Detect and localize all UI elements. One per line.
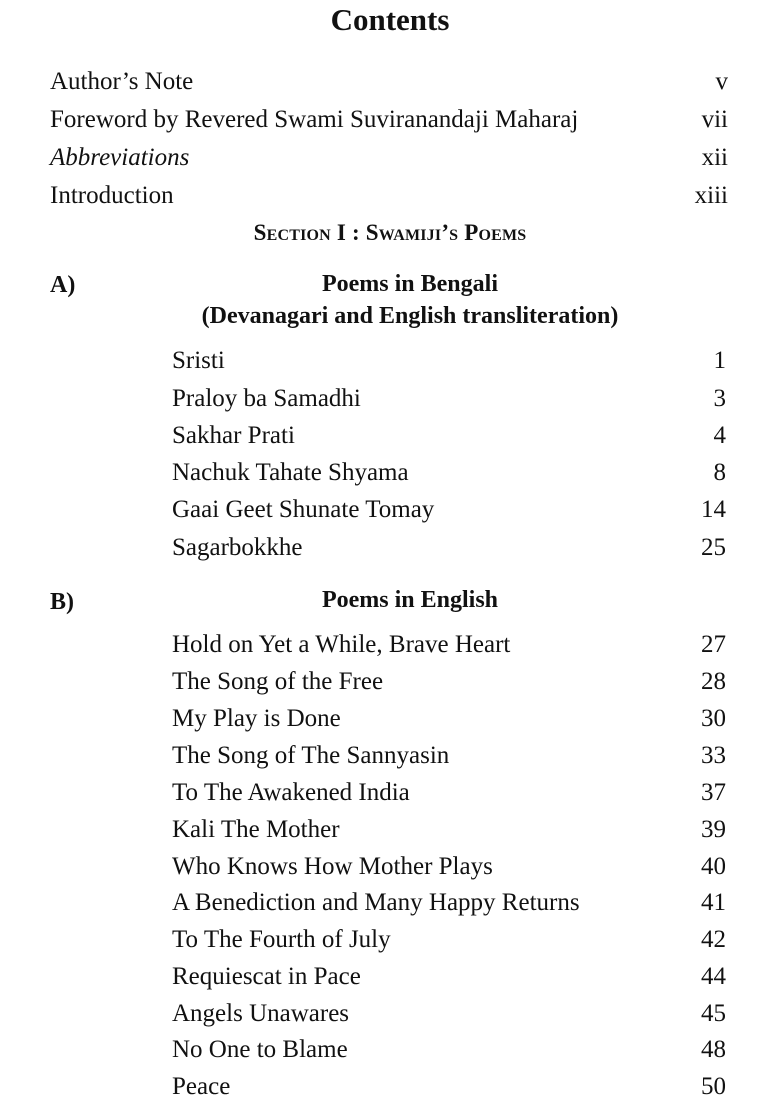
group-marker: B)	[50, 589, 74, 615]
toc-entry	[172, 704, 726, 734]
toc-entry	[172, 925, 726, 955]
section-heading: Section I : Swamiji’s Poems	[253, 220, 527, 245]
entry-page: 48	[701, 1036, 726, 1063]
toc-entry	[172, 852, 726, 882]
entry-page: 3	[713, 385, 726, 412]
entry-label: To The Awakened India	[172, 779, 410, 806]
entry-page: 27	[701, 631, 726, 658]
entry-page: 33	[701, 742, 726, 769]
toc-entry	[172, 667, 726, 697]
entry-label: Sristi	[172, 347, 225, 374]
toc-entry	[172, 741, 726, 771]
toc-entry	[172, 962, 726, 992]
toc-entry	[172, 384, 726, 414]
entry-page: 8	[713, 459, 726, 486]
entry-label: The Song of the Free	[172, 668, 384, 695]
entry-label: Author’s Note	[50, 68, 194, 95]
entry-label: Kali The Mother	[172, 816, 340, 843]
entry-label: Peace	[172, 1073, 231, 1100]
entry-label: Sakhar Prati	[172, 422, 295, 449]
entry-page: 41	[701, 889, 726, 916]
toc-entry-foreword	[50, 105, 728, 135]
entry-page: vii	[701, 106, 728, 133]
entry-page: xiii	[694, 182, 728, 209]
entry-page: 30	[701, 705, 726, 732]
entry-label: Sagarbokkhe	[172, 534, 303, 561]
toc-entry	[172, 346, 726, 376]
entry-page: 25	[701, 534, 726, 561]
entry-page: 14	[701, 496, 726, 523]
entry-page: 39	[701, 816, 726, 843]
toc-entry	[172, 421, 726, 451]
toc-entry	[172, 533, 726, 563]
entry-label: Who Knows How Mother Plays	[172, 853, 493, 880]
entry-label: To The Fourth of July	[172, 926, 391, 953]
entry-label: Introduction	[50, 182, 174, 209]
entry-page: v	[715, 68, 728, 95]
toc-entry	[172, 778, 726, 808]
entry-page: 1	[713, 347, 726, 374]
entry-label: Foreword by Revered Swami Suviranandaji Maharaj	[50, 106, 579, 133]
entry-page: xii	[701, 144, 728, 171]
entry-label: A Benediction and Many Happy Returns	[172, 889, 580, 916]
toc-entry	[172, 630, 726, 660]
entry-page: 42	[701, 926, 726, 953]
entry-label: Angels Unawares	[172, 1000, 350, 1027]
entry-label: Praloy ba Samadhi	[172, 385, 361, 412]
entry-page: 37	[701, 779, 726, 806]
toc-entry-abbreviations	[50, 143, 728, 173]
toc-entry	[172, 888, 726, 918]
toc-entry	[172, 458, 726, 488]
toc-entry-authors-note	[50, 67, 728, 97]
toc-entry	[172, 495, 726, 525]
entry-label: Abbreviations	[50, 144, 190, 171]
toc-entry	[172, 1072, 726, 1102]
entry-label: Gaai Geet Shunate Tomay	[172, 496, 435, 523]
entry-page: 45	[701, 1000, 726, 1027]
group-marker: A)	[50, 272, 76, 298]
group-heading: Poems in English	[321, 587, 499, 613]
entry-label: The Song of The Sannyasin	[172, 742, 450, 769]
entry-label: Hold on Yet a While, Brave Heart	[172, 631, 511, 658]
entry-page: 50	[701, 1073, 726, 1100]
entry-page: 4	[713, 422, 726, 449]
entry-page: 40	[701, 853, 726, 880]
group-subheading: (Devanagari and English transliteration)	[201, 303, 619, 329]
toc-entry	[172, 999, 726, 1029]
entry-label: Requiescat in Pace	[172, 963, 361, 990]
toc-entry	[172, 815, 726, 845]
page-title: Contents	[330, 2, 450, 37]
entry-page: 28	[701, 668, 726, 695]
entry-label: No One to Blame	[172, 1036, 348, 1063]
entry-label: Nachuk Tahate Shyama	[172, 459, 409, 486]
toc-entry-introduction	[50, 181, 728, 211]
entry-label: My Play is Done	[172, 705, 341, 732]
entry-page: 44	[701, 963, 726, 990]
toc-entry	[172, 1035, 726, 1065]
group-heading: Poems in Bengali	[321, 271, 498, 297]
